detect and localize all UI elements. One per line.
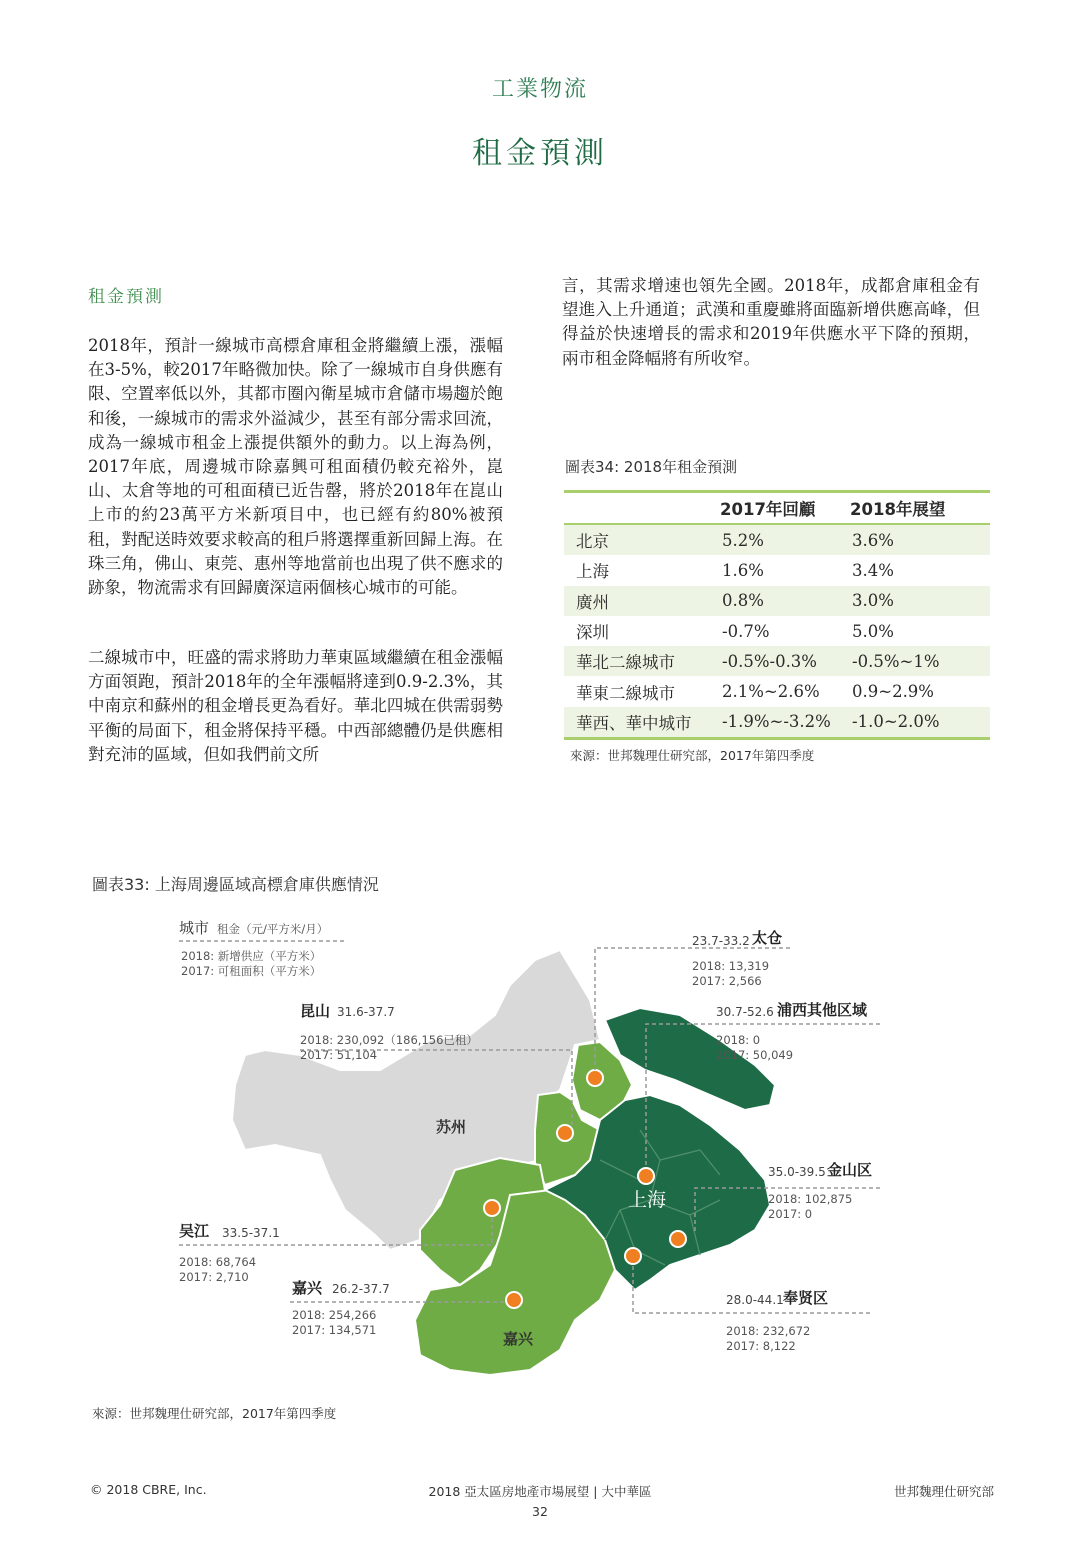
callout-taicang-2018: 2018: 13,319 (692, 959, 770, 973)
callout-wujiang-rent: 33.5-37.1 (222, 1226, 280, 1240)
marker-fengxian (625, 1248, 641, 1264)
callout-wujiang-2018: 2018: 68,764 (179, 1255, 257, 1269)
table-cell: 0.8% (710, 586, 840, 616)
callout-kunshan-rent: 31.6-37.7 (337, 1005, 395, 1019)
callout-kunshan-2017: 2017: 51,104 (300, 1048, 378, 1062)
table-cell: -0.7% (722, 621, 770, 641)
table-cell: -0.5%-0.3% (710, 646, 840, 676)
callout-jiaxing-name: 嘉兴 (292, 1279, 323, 1297)
paragraph-2: 二線城市中，旺盛的需求將助力華東區域繼續在租金漲幅方面領跑，預計2018年的全年漲幅將達到0.9-2.3%，其中南京和蘇州的租金增長更為看好。華北四城在供需弱勢平衡的局面下，租金將保持平穩。中西部總體仍是供應相對充沛的區域，但如我們前文所 (88, 648, 503, 764)
subheading: 租金預測 (88, 287, 164, 307)
callout-jiaxing-rent: 26.2-37.7 (332, 1282, 390, 1296)
callout-taicang-2017: 2017: 2,566 (692, 974, 762, 988)
table-header-empty (564, 492, 710, 525)
label-suzhou: 苏州 (436, 1118, 467, 1136)
table-cell: 5.2% (710, 524, 840, 555)
callout-jinshan-2017: 2017: 0 (768, 1207, 813, 1221)
table-row (564, 616, 990, 646)
figure-source: 來源：世邦魏理仕研究部，2017年第四季度 (92, 1406, 337, 1421)
label-jiaxing-region: 嘉兴 (503, 1330, 534, 1348)
callout-kunshan-2018: 2018: 230,092（186,156已租） (300, 1033, 478, 1047)
table-cell: 3.0% (840, 586, 990, 616)
footer-report-title: 2018 亞太區房地產市場展望 | 大中華區 (428, 1484, 652, 1499)
legend-city: 城市 (179, 919, 210, 937)
callout-wujiang-2017: 2017: 2,710 (179, 1270, 249, 1284)
table-cell: -1.9%~-3.2% (710, 707, 840, 739)
callout-fengxian-2017: 2017: 8,122 (726, 1339, 796, 1353)
marker-taicang (587, 1070, 603, 1086)
table-cell: 深圳 (576, 623, 609, 643)
table-row (564, 586, 990, 616)
callout-taicang-name: 太仓 (752, 929, 783, 947)
marker-jiaxing (506, 1292, 522, 1308)
legend-available: 2017: 可租面积（平方米） (181, 964, 322, 978)
marker-puxi (638, 1168, 654, 1184)
table-source: 來源：世邦魏理仕研究部，2017年第四季度 (570, 748, 815, 763)
table-cell: 3.6% (840, 524, 990, 555)
table-cell: -0.5%~1% (840, 646, 990, 676)
table-cell: 華東二線城市 (576, 683, 675, 703)
table-caption: 圖表34: 2018年租金預測 (565, 458, 738, 476)
rent-forecast-table (564, 490, 990, 740)
table-cell: 0.9~2.9% (852, 682, 934, 702)
callout-jinshan-2018: 2018: 102,875 (768, 1192, 853, 1206)
callout-puxi-2018: 2018: 0 (716, 1033, 761, 1047)
page-title: 租金預測 (472, 136, 608, 171)
marker-kunshan (557, 1125, 573, 1141)
paragraph-3: 言，其需求增速也領先全國。2018年，成都倉庫租金有望進入上升通道；武漢和重慶雖將面臨新增供應高峰，但得益於快速增長的需求和2019年供應水平下降的預期，兩市租金降幅將有所收窄。 (562, 276, 980, 368)
table-row (564, 707, 990, 739)
table-cell: 廣州 (564, 586, 710, 616)
table-cell: 北京 (564, 524, 710, 555)
legend-rent: 租金（元/平方米/月） (217, 922, 329, 936)
callout-jinshan-name: 金山区 (827, 1161, 873, 1179)
table-row (564, 676, 990, 706)
table-cell: 5.0% (852, 621, 894, 641)
table-cell: -1.0~2.0% (840, 707, 990, 739)
label-shanghai: 上海 (628, 1189, 667, 1211)
callout-puxi-name: 浦西其他区域 (777, 1001, 868, 1019)
callout-puxi-rent: 30.7-52.6 (716, 1005, 774, 1019)
callout-fengxian-name: 奉贤区 (783, 1289, 829, 1307)
page-number: 32 (532, 1504, 548, 1519)
footer-copyright: © 2018 CBRE, Inc. (90, 1482, 207, 1497)
table-cell: 上海 (576, 562, 609, 582)
table-header: 2017年回顧 (710, 492, 840, 525)
callout-fengxian-2018: 2018: 232,672 (726, 1324, 811, 1338)
paragraph-1: 2018年，預計一線城市高標倉庫租金將繼續上漲，漲幅在3-5%，較2017年略微加快。除了一線城市自身供應有限、空置率低以外，其都市圈內衛星城市倉儲市場趨於飽和後，一線城市的需求外溢減少，甚至有部分需求回流，成為一線城市租金上漲提供額外的動力。以上海為例，2017年底，周邊城市除嘉興可租面積仍較充裕外，崑山、太倉等地的可租面積已近告罄，將於2018年在崑山上市的約23萬平方米新項目中，也已經有約80%被預租，對配送時效要求較高的租戶將選擇重新回歸上海。在珠三角，佛山、東莞、惠州等地當前也出現了供不應求的跡象，物流需求有回歸廣深這兩個核心城市的可能。 (88, 336, 503, 598)
footer-dept: 世邦魏理仕研究部 (893, 1484, 994, 1499)
table-row (564, 555, 990, 585)
table-cell: 1.6% (722, 560, 764, 580)
figure-caption: 圖表33: 上海周邊區域高標倉庫供應情況 (92, 875, 379, 894)
section-title: 工業物流 (491, 77, 588, 102)
legend-supply: 2018: 新增供应（平方米） (181, 949, 322, 963)
callout-jiaxing-2018: 2018: 254,266 (292, 1308, 377, 1322)
marker-wujiang (484, 1200, 500, 1216)
callout-puxi-2017: 2017: 50,049 (716, 1048, 794, 1062)
table-cell: 2.1%~2.6% (722, 682, 820, 702)
shanghai-region-map (0, 900, 1080, 1400)
callout-kunshan-name: 昆山 (300, 1002, 331, 1020)
callout-wujiang-name: 吴江 (179, 1222, 210, 1240)
marker-jinshan (670, 1231, 686, 1247)
callout-jiaxing-2017: 2017: 134,571 (292, 1323, 377, 1337)
callout-fengxian-rent: 28.0-44.1 (726, 1293, 784, 1307)
table-row (564, 646, 990, 676)
table-cell: 3.4% (852, 560, 894, 580)
callout-taicang-rent: 23.7-33.2 (692, 934, 750, 948)
table-cell: 華西、華中城市 (564, 707, 710, 739)
callout-jinshan-rent: 35.0-39.5 (768, 1165, 826, 1179)
table-header: 2018年展望 (840, 492, 990, 525)
table-cell: 華北二線城市 (564, 646, 710, 676)
table-row (564, 524, 990, 555)
